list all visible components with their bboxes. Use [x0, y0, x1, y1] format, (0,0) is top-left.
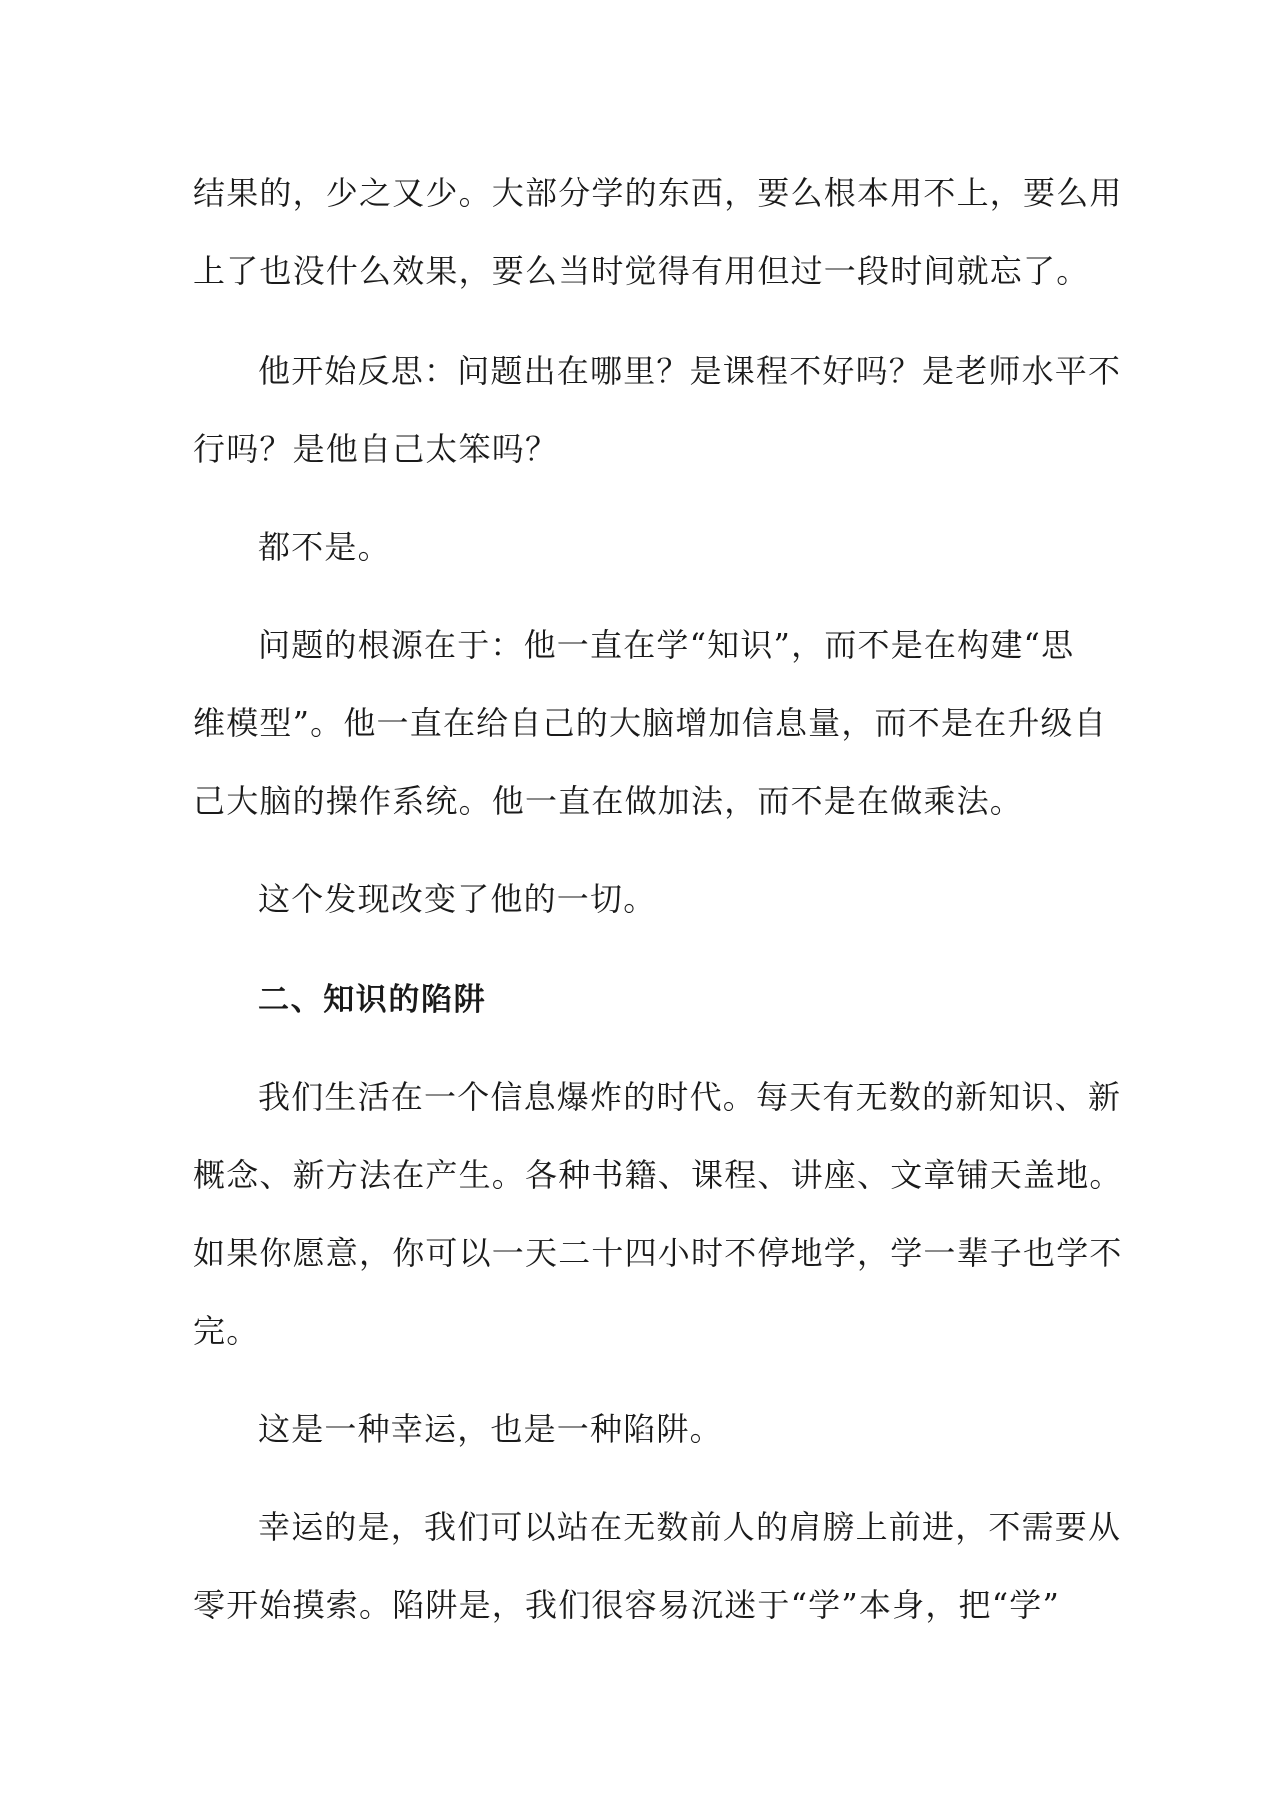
body-text-line: 问题的根源在于：他一直在学“知识”，而不是在构建“思: [258, 626, 1075, 664]
body-text-line: 他开始反思：问题出在哪里？是课程不好吗？是老师水平不: [258, 352, 1122, 390]
body-text-line: 这个发现改变了他的一切。: [258, 880, 657, 918]
body-text-line: 维模型”。他一直在给自己的大脑增加信息量，而不是在升级自: [193, 704, 1107, 742]
body-text-line: 上了也没什么效果，要么当时觉得有用但过一段时间就忘了。: [193, 252, 1090, 290]
body-text-line: 零开始摸索。陷阱是，我们很容易沉迷于“学”本身，把“学”: [193, 1586, 1061, 1624]
body-text-line: 结果的，少之又少。大部分学的东西，要么根本用不上，要么用: [193, 174, 1123, 212]
body-text-line: 己大脑的操作系统。他一直在做加法，而不是在做乘法。: [193, 782, 1024, 820]
body-text-line: 概念、新方法在产生。各种书籍、课程、讲座、文章铺天盖地。: [193, 1156, 1123, 1194]
body-text-line: 幸运的是，我们可以站在无数前人的肩膀上前进，不需要从: [258, 1508, 1122, 1546]
body-text-line: 我们生活在一个信息爆炸的时代。每天有无数的新知识、新: [258, 1078, 1122, 1116]
section-heading: 二、知识的陷阱: [258, 982, 487, 1018]
body-text-line: 完。: [193, 1312, 260, 1350]
body-text-line: 如果你愿意，你可以一天二十四小时不停地学，学一辈子也学不: [193, 1234, 1123, 1272]
body-text-line: 行吗？是他自己太笨吗？: [193, 430, 559, 468]
body-text-line: 都不是。: [258, 528, 391, 566]
body-text-line: 这是一种幸运，也是一种陷阱。: [258, 1410, 723, 1448]
